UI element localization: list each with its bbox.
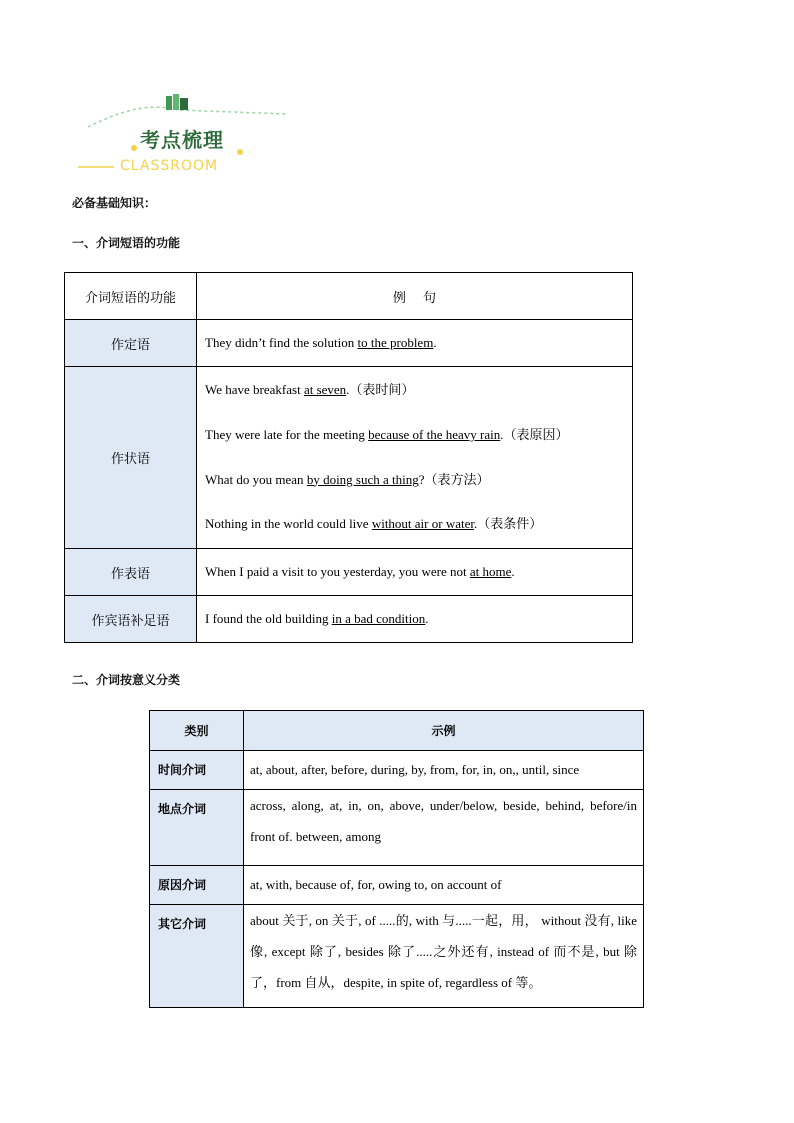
logo-title: 考点梳理: [140, 128, 224, 152]
header-examples: 示例: [244, 711, 644, 751]
table-row: [65, 320, 633, 367]
table-row: [150, 790, 644, 866]
table-row: [65, 367, 633, 549]
row-label: 作定语: [65, 320, 197, 367]
row-text: across, along, at, in, on, above, under/below, beside, behind, before/in front of. between, among: [244, 790, 644, 866]
row-label: 作表语: [65, 549, 197, 596]
row-label: 作宾语补足语: [65, 596, 197, 643]
row-label: 作状语: [65, 367, 197, 549]
table-header-row: [65, 273, 633, 320]
table-row: [65, 549, 633, 596]
section2-heading: 二、介词按意义分类: [72, 673, 181, 687]
table-row: [150, 751, 644, 790]
header-category: 类别: [150, 711, 244, 751]
intro-heading: 必备基础知识：: [72, 196, 157, 210]
category-table: [149, 710, 644, 1008]
row-example: When I paid a visit to you yesterday, you were not at home.: [197, 549, 633, 596]
function-table: [64, 272, 633, 643]
row-example: They didn’t find the solution to the problem.: [197, 320, 633, 367]
section1-heading: 一、介词短语的功能: [72, 236, 181, 250]
row-text: at, about, after, before, during, by, from, for, in, on,, until, since: [244, 751, 644, 790]
header-example: 例 句: [197, 273, 633, 320]
row-label: 地点介词: [150, 790, 244, 866]
table-row: [150, 905, 644, 1008]
row-text: at, with, because of, for, owing to, on account of: [244, 866, 644, 905]
row-example: I found the old building in a bad condition.: [197, 596, 633, 643]
row-label: 原因介词: [150, 866, 244, 905]
classroom-logo: [78, 92, 293, 182]
row-example: We have breakfast at seven.（表时间） They were late for the meeting because of the heavy rain.（表原因） What do you mean by doing such a thing?（表方法） Nothing in the world could live without air or water.（表条件）: [197, 367, 633, 549]
logo-subtitle: CLASSROOM: [120, 158, 219, 174]
row-text: about 关于, on 关于, of .....的, with 与.....一起，用， without 没有, like 像, except 除了, besides 除了.....之外还有, instead of 而不是, but 除了，from 自从，despite, in spite of, regardless of 等。: [244, 905, 644, 1008]
table-row: [65, 596, 633, 643]
row-label: 时间介词: [150, 751, 244, 790]
header-function: 介词短语的功能: [65, 273, 197, 320]
table-row: [150, 866, 644, 905]
row-label: 其它介词: [150, 905, 244, 1008]
table-header-row: [150, 711, 644, 751]
